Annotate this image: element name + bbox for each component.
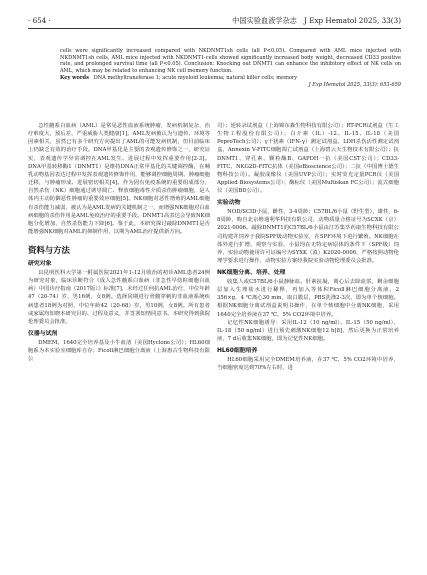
running-header — [28, 14, 401, 28]
animals-paragraph: NOD/SCID小鼠，雌性，3-4周龄；C57BL/6小鼠（野生型），雄性，6-8周龄，购自北京维通利华科技有限公司，动物质量合格证号为SCXK（京）2021-0006。敲除DNMT1的C57BL/6小鼠由江苏集萃药康生物科技有限公司构建并饲养于我院SPF级动物实验室，在SPF环境下进行繁殖。NK细胞在体外进行扩增、观察与实验，小鼠均在无特定病原体的条件下（SPF级）饲养，实验动物使用许可证编号为SYXK（滇）K2020-0006，严格按照动物伦理学要求进行操作，动物实验方案经我院实验动物伦理委员会批准。 — [217, 209, 399, 265]
reagents-continuation: 司）；逆转录试剂盒（上海锦东森生物科技有限公司）；RT-PCR试剂盒（生工生物工程股份有限公司）；白介素（IL）-12、IL-15、IL-18（美国PeproTech公司）；γ干扰素（IFN-γ）测定试剂盒、LDH杀伤活性测定试剂盒、Annexin V-FITC细胞凋亡试剂盒（上海碧云天生物技术有限公司）；抗DNMT1、穿孔素、颗粒酶B、GAPDH一抗（美国CST公司）；CD33-FITC、NKG2D-FITC抗体（美国eBioscience公司）；二抗（中国博士德生物科技公司）。凝胶成像仪（美国UVP公司）；实时荧光定量PCR仪（美国Applied Biosystems公司）；酶标仪（美国Multiskan FC公司）；流式细胞仪（美国BD公司）。 — [217, 123, 399, 195]
instruments-paragraph: DMEM、1640完全培养基及小牛血清（美国Hyclone公司）；HL60细胞系为本实验室细胞库自存；Ficoll淋巴细胞分离液（上海惠古生物科技有限公 — [28, 339, 210, 362]
hl60-paragraph: HL60细胞采用完全DMEM培养液，在37 ℃、5% CO2环境中培养，当细胞密度达到70%左右时，进 — [217, 356, 399, 372]
subjects-paragraph: 以昆明医科大学第一附属医院2021年1-12月收治的初诊AML患者24例为研究对象，临床诊断符合《成人急性髓系白血病（非急性早幼粒细胞白血病）中国诊疗指南（2017版）》标准[7]，未经过任何抗AML治疗，中位年龄47（20-74）岁，男16例，女8例。选择同期进行骨髓穿刺的非血液系统疾病患者18例为对照，中位年龄42（20-68）岁，男10例，女8例。所有患者或家属均知晓本研究目的、过程及意义，并签署知情同意书。本研究得到我院伦理委员会批准。 — [28, 269, 210, 325]
abstract-paragraph: cells were significantly increased compared with NKDNMT1sh cells (all P<0.05). Compared with AML mice injected with NKDNMT1sh cells, AML mice injected with NKDNMT1-cells showed significantly increased body weight, decreased CD33 positive rate, and prolonged survival time (all P<0.05). Conclusion: Knocking out DNMT1 can enhance the inhibitory effect of NK cells on AML, which may be related to enhancing NK cell memory function. — [60, 48, 401, 74]
header-rule — [28, 28, 401, 29]
keywords-label: Key words — [60, 75, 89, 82]
subsection-heading-instruments: 仪器与试剂 — [28, 330, 58, 337]
journal-name: 中国实验血液学杂志 J Exp Hematol 2025, 33(3) — [232, 16, 401, 25]
intro-paragraph: 急性髓系白血病（AML）是常见恶性血液系统肿瘤，发病机制复杂，治疗难度大，预后差，严重威胁人类健康[1]。AML发病被认为与遗传、环境等因素相关，虽然已有多个研究方向提出了AML的可能发病机制，但目前临床上仍缺乏有效的治疗手段。DNA甲基化是主要的表观遗传修饰之一，研究证实，表观遗传学异常调控在AML发生、进展过程中发挥重要作用[2-3]。DNA甲基转移酶1（DNMT1）是维持DNA正常甲基化的关键调控酶，在哺乳动物基因表达过程中发挥表观遗传修饰作用，能够调控细胞周期、肿瘤细胞迁移，与肿瘤形成、进展密切相关[4]。作为固有免疫系统的重要组成部分，自然杀伤（NK）细胞通过诱导凋亡、释放细胞毒性介质杀伤肿瘤细胞，是人体内主动防御恶性肿瘤的重要效应细胞[5]。NK细胞对恶性增殖的AML细胞有杀伤能力减弱，被认为是AML发病的关键机制之一，而增强NK细胞对白血病细胞的杀伤作用是AML免疫治疗的重要手段。DNMT1高表达会导致NK细胞分化增加，自然杀伤能力下降[6]。鉴于此，本研究探讨敲除DNMT1是否能增强NK细胞对AML的抑制作用，以期为AML治疗提供新方向。 — [28, 123, 210, 236]
subsection-heading-hl60: HL60细胞培养 — [217, 348, 258, 355]
left-column — [28, 122, 210, 363]
subsection-heading-animals: 实验动物 — [217, 200, 241, 207]
keywords-line — [60, 75, 401, 82]
nk-isolation-paragraph: 收集人或C57BL/6小鼠静脉血、肝素抗凝，离心后去除血浆，剩余细胞层加入生理盐水进行稀释，再加入等体积Ficoll淋巴细胞分离液，2 356×g，4 ℃离心30 min，取白膜层，PBS洗涤2-3次，即为单个核细胞。根据NK细胞分离试剂盒说明书操作，在单个核细胞中分离NK细胞，采用1640完全培养液在37 ℃、5% CO2环境中培养。 — [217, 278, 399, 318]
right-column — [217, 122, 399, 372]
memory-nk-paragraph: 记忆性NK细胞诱导：采用IL-12（10 ng/ml）、IL-15（50 ng/ml）、IL-18（50 ng/ml）进行预先刺激NK细胞12 h[8]，然后更换为正常培养液，7 d后收集NK细胞，即为记忆性NK细胞。 — [217, 319, 399, 342]
page-number: · 654 · — [28, 16, 51, 25]
english-abstract — [60, 48, 401, 89]
citation-line: J Exp Hematol 2025, 33(3): 653-659 — [308, 82, 401, 89]
section-heading-methods: 资料与方法 — [28, 245, 70, 256]
keywords-text: DNA methyltransferase 1; acute myeloid leukemia; natural killer cells; memory — [93, 75, 298, 82]
subsection-heading-subjects: 研究对象 — [28, 261, 52, 268]
subsection-heading-nk-cells: NK细胞分离、培养、处理 — [217, 270, 286, 277]
